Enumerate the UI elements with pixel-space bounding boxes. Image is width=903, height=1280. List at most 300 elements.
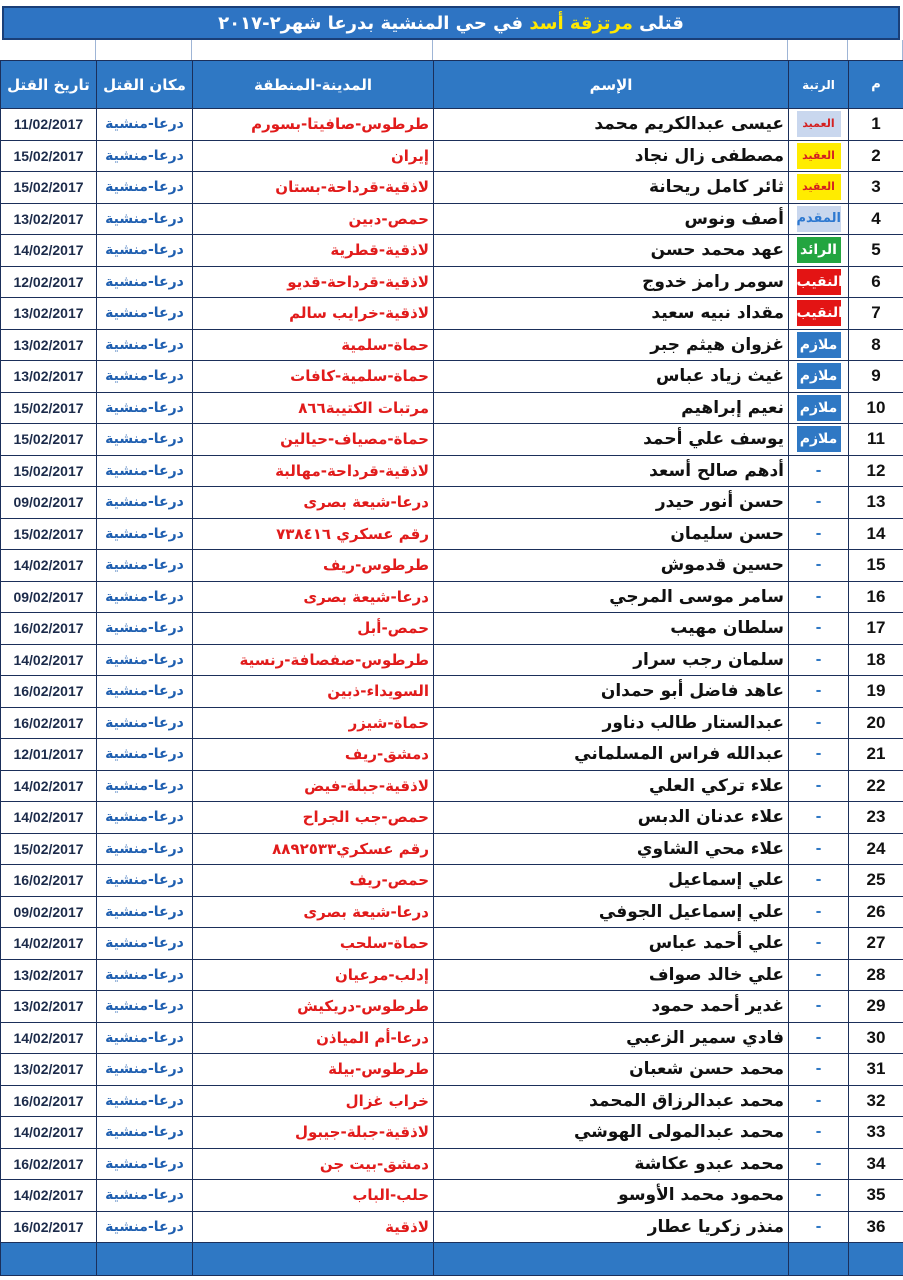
rank-badge: ملازم [797, 363, 841, 389]
rank-badge: - [815, 651, 822, 668]
region-cell: مرتبات الكتيبة٨٦٦ [193, 392, 434, 424]
place-cell: درعا-منشية [97, 739, 193, 771]
table-row [1, 392, 903, 424]
number-cell: 2 [849, 140, 903, 172]
name-cell: علي خالد صواف [434, 959, 789, 991]
rank-cell [789, 266, 849, 298]
rank-cell [789, 455, 849, 487]
rank-cell [789, 770, 849, 802]
spacer-cell [0, 40, 96, 60]
name-cell: ثائر كامل ريحانة [434, 172, 789, 204]
place-cell: درعا-منشية [97, 644, 193, 676]
region-cell: حماة-سلمية-كافات [193, 361, 434, 393]
name-cell: منذر زكريا عطار [434, 1211, 789, 1243]
region-cell: لاذقية-جبلة-جيبول [193, 1117, 434, 1149]
number-cell: 20 [849, 707, 903, 739]
number-cell: 13 [849, 487, 903, 519]
rank-cell [789, 802, 849, 834]
footer-cell [1, 1243, 97, 1276]
table-row [1, 266, 903, 298]
number-cell: 7 [849, 298, 903, 330]
place-cell: درعا-منشية [97, 203, 193, 235]
number-cell: 36 [849, 1211, 903, 1243]
rank-badge: النقيب [797, 300, 841, 326]
name-cell: مصطفى زال نجاد [434, 140, 789, 172]
table-row [1, 991, 903, 1023]
name-cell: فادي سمير الزعبي [434, 1022, 789, 1054]
rank-cell [789, 329, 849, 361]
number-cell: 23 [849, 802, 903, 834]
region-cell: حماة-سلمية [193, 329, 434, 361]
date-cell: 16/02/2017 [1, 865, 97, 897]
region-cell: حلب-الباب [193, 1180, 434, 1212]
number-cell: 12 [849, 455, 903, 487]
date-cell: 15/02/2017 [1, 518, 97, 550]
number-cell: 6 [849, 266, 903, 298]
name-cell: محمد عبدالمولى الهوشي [434, 1117, 789, 1149]
table-row [1, 581, 903, 613]
date-cell: 16/02/2017 [1, 1085, 97, 1117]
number-cell: 16 [849, 581, 903, 613]
place-cell: درعا-منشية [97, 487, 193, 519]
rank-cell [789, 424, 849, 456]
region-cell: إدلب-مرعيان [193, 959, 434, 991]
region-cell: لاذقية-قرداحة-قديو [193, 266, 434, 298]
table-row [1, 109, 903, 141]
place-cell: درعا-منشية [97, 361, 193, 393]
name-cell: حسين قدموش [434, 550, 789, 582]
table-row [1, 613, 903, 645]
region-cell: السويداء-ذبين [193, 676, 434, 708]
table-row [1, 361, 903, 393]
footer-row [1, 1243, 903, 1276]
region-cell: حماة-شيزر [193, 707, 434, 739]
region-cell: دمشق-ريف [193, 739, 434, 771]
number-cell: 10 [849, 392, 903, 424]
region-cell: حماة-سلحب [193, 928, 434, 960]
title-part2: في حي المنشية بدرعا شهر٢-٢٠١٧ [218, 12, 530, 34]
rank-badge: - [815, 746, 822, 763]
rank-cell [789, 109, 849, 141]
name-cell: نعيم إبراهيم [434, 392, 789, 424]
name-cell: عبدالله فراس المسلماني [434, 739, 789, 771]
rank-cell [789, 392, 849, 424]
table-row [1, 959, 903, 991]
rank-cell [789, 833, 849, 865]
table-row [1, 770, 903, 802]
rank-cell [789, 518, 849, 550]
rank-badge: ملازم [797, 426, 841, 452]
rank-badge: - [815, 588, 822, 605]
region-cell: طرطوس-دريكيش [193, 991, 434, 1023]
rank-badge: - [815, 714, 822, 731]
place-cell: درعا-منشية [97, 1022, 193, 1054]
number-cell: 17 [849, 613, 903, 645]
region-cell: رقم عسكري٨٨٩٢٥٣٣ [193, 833, 434, 865]
spacer-cell [788, 40, 848, 60]
rank-cell [789, 550, 849, 582]
rank-badge: - [815, 1155, 822, 1172]
place-cell: درعا-منشية [97, 298, 193, 330]
region-cell: حمص-جب الجراح [193, 802, 434, 834]
region-cell: طرطوس-ريف [193, 550, 434, 582]
place-cell: درعا-منشية [97, 550, 193, 582]
region-cell: لاذقية-خرايب سالم [193, 298, 434, 330]
date-cell: 16/02/2017 [1, 707, 97, 739]
table-row [1, 172, 903, 204]
date-cell: 12/01/2017 [1, 739, 97, 771]
header-row [1, 61, 903, 109]
place-cell: درعا-منشية [97, 833, 193, 865]
date-cell: 13/02/2017 [1, 959, 97, 991]
name-cell: سلطان مهيب [434, 613, 789, 645]
table-row [1, 298, 903, 330]
date-cell: 13/02/2017 [1, 361, 97, 393]
region-cell: طرطوس-صفصافة-رنسية [193, 644, 434, 676]
rank-badge: - [815, 1218, 822, 1235]
number-cell: 1 [849, 109, 903, 141]
name-cell: غدير أحمد حمود [434, 991, 789, 1023]
table-row [1, 424, 903, 456]
name-cell: عهد محمد حسن [434, 235, 789, 267]
number-cell: 24 [849, 833, 903, 865]
table-row [1, 140, 903, 172]
number-cell: 8 [849, 329, 903, 361]
name-cell: حسن سليمان [434, 518, 789, 550]
rank-badge: - [815, 809, 822, 826]
name-cell: علي إسماعيل [434, 865, 789, 897]
number-cell: 5 [849, 235, 903, 267]
place-cell: درعا-منشية [97, 613, 193, 645]
date-cell: 16/02/2017 [1, 613, 97, 645]
rank-cell [789, 896, 849, 928]
table-row [1, 1148, 903, 1180]
region-cell: إيران [193, 140, 434, 172]
region-cell: درعا-شيعة بصرى [193, 896, 434, 928]
date-cell: 14/02/2017 [1, 802, 97, 834]
rank-badge: - [815, 1187, 822, 1204]
number-cell: 25 [849, 865, 903, 897]
table-row [1, 235, 903, 267]
rank-cell [789, 1022, 849, 1054]
number-cell: 35 [849, 1180, 903, 1212]
date-cell: 13/02/2017 [1, 991, 97, 1023]
rank-cell [789, 991, 849, 1023]
name-cell: سامر موسى المرجي [434, 581, 789, 613]
rank-cell [789, 644, 849, 676]
rank-cell [789, 1054, 849, 1086]
header-date: تاريخ القتل [1, 61, 97, 109]
place-cell: درعا-منشية [97, 235, 193, 267]
place-cell: درعا-منشية [97, 1054, 193, 1086]
header-region: المدينة-المنطقة [193, 61, 434, 109]
place-cell: درعا-منشية [97, 802, 193, 834]
name-cell: عاهد فاضل أبو حمدان [434, 676, 789, 708]
name-cell: محمد حسن شعبان [434, 1054, 789, 1086]
place-cell: درعا-منشية [97, 1211, 193, 1243]
date-cell: 09/02/2017 [1, 487, 97, 519]
number-cell: 34 [849, 1148, 903, 1180]
table-row [1, 1054, 903, 1086]
place-cell: درعا-منشية [97, 518, 193, 550]
title-highlight: مرتزقة أسد [529, 12, 633, 34]
rank-badge: - [815, 494, 822, 511]
place-cell: درعا-منشية [97, 109, 193, 141]
table-row [1, 896, 903, 928]
region-cell: لاذقية-قرداحة-مهالبة [193, 455, 434, 487]
number-cell: 26 [849, 896, 903, 928]
number-cell: 27 [849, 928, 903, 960]
number-cell: 30 [849, 1022, 903, 1054]
place-cell: درعا-منشية [97, 1085, 193, 1117]
rank-cell [789, 1211, 849, 1243]
place-cell: درعا-منشية [97, 865, 193, 897]
rank-cell [789, 676, 849, 708]
place-cell: درعا-منشية [97, 1148, 193, 1180]
rank-badge: الرائد [797, 237, 841, 263]
place-cell: درعا-منشية [97, 959, 193, 991]
place-cell: درعا-منشية [97, 581, 193, 613]
rank-badge: - [815, 998, 822, 1015]
region-cell: حماة-مصياف-حيالين [193, 424, 434, 456]
rank-cell [789, 613, 849, 645]
name-cell: غزوان هيثم جبر [434, 329, 789, 361]
name-cell: علاء محي الشاوي [434, 833, 789, 865]
table-row [1, 487, 903, 519]
name-cell: علاء عدنان الدبس [434, 802, 789, 834]
name-cell: علاء تركي العلي [434, 770, 789, 802]
rank-badge: - [815, 557, 822, 574]
name-cell: علي إسماعيل الجوفي [434, 896, 789, 928]
place-cell: درعا-منشية [97, 172, 193, 204]
place-cell: درعا-منشية [97, 1180, 193, 1212]
rank-badge: - [815, 462, 822, 479]
spacer-cell [192, 40, 433, 60]
number-cell: 9 [849, 361, 903, 393]
name-cell: يوسف علي أحمد [434, 424, 789, 456]
title-bar [2, 6, 900, 40]
region-cell: درعا-شيعة بصرى [193, 487, 434, 519]
place-cell: درعا-منشية [97, 676, 193, 708]
rank-badge: - [815, 935, 822, 952]
footer-cell [789, 1243, 849, 1276]
casualty-table [0, 60, 903, 1276]
table-row [1, 1022, 903, 1054]
table-row [1, 1085, 903, 1117]
number-cell: 22 [849, 770, 903, 802]
place-cell: درعا-منشية [97, 1117, 193, 1149]
table-row [1, 833, 903, 865]
date-cell: 16/02/2017 [1, 1148, 97, 1180]
rank-cell [789, 1085, 849, 1117]
region-cell: درعا-أم المياذن [193, 1022, 434, 1054]
date-cell: 09/02/2017 [1, 896, 97, 928]
footer-cell [434, 1243, 789, 1276]
spacer-cell [433, 40, 788, 60]
number-cell: 18 [849, 644, 903, 676]
spacer-cell [96, 40, 192, 60]
header-place: مكان القتل [97, 61, 193, 109]
name-cell: سلمان رجب سرار [434, 644, 789, 676]
name-cell: محمود محمد الأوسو [434, 1180, 789, 1212]
number-cell: 32 [849, 1085, 903, 1117]
region-cell: درعا-شيعة بصرى [193, 581, 434, 613]
rank-cell [789, 1148, 849, 1180]
date-cell: 14/02/2017 [1, 1180, 97, 1212]
region-cell: رقم عسكري ٧٣٨٤١٦ [193, 518, 434, 550]
rank-badge: - [815, 1124, 822, 1141]
footer-cell [849, 1243, 903, 1276]
place-cell: درعا-منشية [97, 991, 193, 1023]
rank-badge: العقيد [797, 143, 841, 169]
region-cell: طرطوس-بيلة [193, 1054, 434, 1086]
number-cell: 11 [849, 424, 903, 456]
number-cell: 19 [849, 676, 903, 708]
name-cell: سومر رامز خدوج [434, 266, 789, 298]
region-cell: لاذقية [193, 1211, 434, 1243]
table-row [1, 865, 903, 897]
name-cell: محمد عبدالرزاق المحمد [434, 1085, 789, 1117]
rank-badge: - [815, 525, 822, 542]
rank-badge: - [815, 966, 822, 983]
rank-badge: - [815, 872, 822, 889]
table-row [1, 329, 903, 361]
region-cell: لاذقية-جبلة-فيض [193, 770, 434, 802]
rank-badge: ملازم [797, 395, 841, 421]
number-cell: 29 [849, 991, 903, 1023]
date-cell: 15/02/2017 [1, 172, 97, 204]
date-cell: 09/02/2017 [1, 581, 97, 613]
date-cell: 14/02/2017 [1, 550, 97, 582]
rank-badge: - [815, 683, 822, 700]
number-cell: 3 [849, 172, 903, 204]
footer-cell [193, 1243, 434, 1276]
number-cell: 14 [849, 518, 903, 550]
table-row [1, 1180, 903, 1212]
table-row [1, 802, 903, 834]
name-cell: عيسى عبدالكريم محمد [434, 109, 789, 141]
date-cell: 15/02/2017 [1, 833, 97, 865]
rank-cell [789, 581, 849, 613]
name-cell: حسن أنور حيدر [434, 487, 789, 519]
title-part1: قتلى [632, 12, 684, 34]
table-row [1, 455, 903, 487]
number-cell: 28 [849, 959, 903, 991]
table-row [1, 739, 903, 771]
date-cell: 15/02/2017 [1, 455, 97, 487]
spacer-cell [848, 40, 903, 60]
rank-cell [789, 707, 849, 739]
table-row [1, 550, 903, 582]
rank-badge: - [815, 777, 822, 794]
name-cell: أدهم صالح أسعد [434, 455, 789, 487]
region-cell: خراب غزال [193, 1085, 434, 1117]
region-cell: حمص-دبين [193, 203, 434, 235]
date-cell: 14/02/2017 [1, 235, 97, 267]
place-cell: درعا-منشية [97, 928, 193, 960]
region-cell: دمشق-بيت جن [193, 1148, 434, 1180]
rank-badge: - [815, 1029, 822, 1046]
table-row [1, 644, 903, 676]
date-cell: 15/02/2017 [1, 392, 97, 424]
place-cell: درعا-منشية [97, 392, 193, 424]
date-cell: 16/02/2017 [1, 1211, 97, 1243]
place-cell: درعا-منشية [97, 896, 193, 928]
place-cell: درعا-منشية [97, 707, 193, 739]
place-cell: درعا-منشية [97, 329, 193, 361]
rank-cell [789, 140, 849, 172]
region-cell: حمص-ريف [193, 865, 434, 897]
rank-cell [789, 172, 849, 204]
name-cell: علي أحمد عباس [434, 928, 789, 960]
name-cell: غيث زياد عباس [434, 361, 789, 393]
header-rank: الرتبة [789, 61, 849, 109]
date-cell: 15/02/2017 [1, 424, 97, 456]
number-cell: 33 [849, 1117, 903, 1149]
page-title [218, 13, 684, 34]
number-cell: 21 [849, 739, 903, 771]
name-cell: أصف ونوس [434, 203, 789, 235]
rank-badge: ملازم [797, 332, 841, 358]
date-cell: 14/02/2017 [1, 770, 97, 802]
table-row [1, 676, 903, 708]
name-cell: محمد عبدو عكاشة [434, 1148, 789, 1180]
name-cell: مقداد نبيه سعيد [434, 298, 789, 330]
region-cell: حمص-أبل [193, 613, 434, 645]
place-cell: درعا-منشية [97, 424, 193, 456]
rank-badge: العميد [797, 111, 841, 137]
rank-cell [789, 298, 849, 330]
date-cell: 14/02/2017 [1, 928, 97, 960]
rank-cell [789, 1117, 849, 1149]
rank-cell [789, 1180, 849, 1212]
table-row [1, 928, 903, 960]
date-cell: 13/02/2017 [1, 329, 97, 361]
place-cell: درعا-منشية [97, 140, 193, 172]
place-cell: درعا-منشية [97, 455, 193, 487]
rank-cell [789, 739, 849, 771]
number-cell: 4 [849, 203, 903, 235]
place-cell: درعا-منشية [97, 770, 193, 802]
table-row [1, 707, 903, 739]
rank-cell [789, 928, 849, 960]
footer-cell [97, 1243, 193, 1276]
rank-badge: - [815, 1092, 822, 1109]
rank-cell [789, 865, 849, 897]
table-row [1, 518, 903, 550]
place-cell: درعا-منشية [97, 266, 193, 298]
date-cell: 13/02/2017 [1, 298, 97, 330]
table-body [1, 109, 903, 1243]
date-cell: 13/02/2017 [1, 1054, 97, 1086]
number-cell: 15 [849, 550, 903, 582]
number-cell: 31 [849, 1054, 903, 1086]
rank-badge: النقيب [797, 269, 841, 295]
header-number: م [849, 61, 903, 109]
rank-badge: - [815, 903, 822, 920]
date-cell: 14/02/2017 [1, 644, 97, 676]
date-cell: 14/02/2017 [1, 1022, 97, 1054]
date-cell: 11/02/2017 [1, 109, 97, 141]
rank-cell [789, 487, 849, 519]
header-name: الإسم [434, 61, 789, 109]
region-cell: لاذقية-قرداحة-بستان [193, 172, 434, 204]
region-cell: لاذقية-قطرية [193, 235, 434, 267]
region-cell: طرطوس-صافيتا-بسورم [193, 109, 434, 141]
date-cell: 16/02/2017 [1, 676, 97, 708]
rank-badge: - [815, 620, 822, 637]
rank-badge: - [815, 840, 822, 857]
